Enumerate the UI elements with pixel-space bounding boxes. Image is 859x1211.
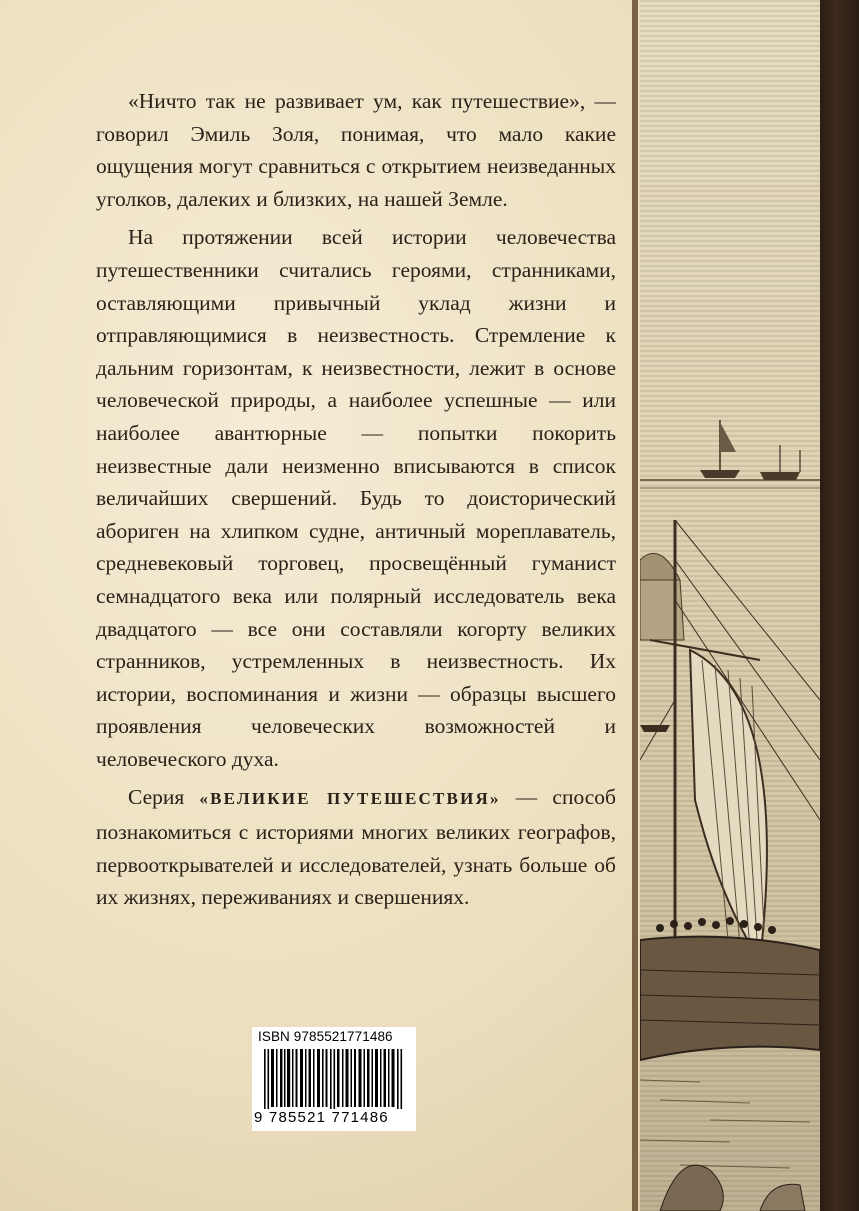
barcode-panel xyxy=(252,1027,416,1131)
ship-engraving-illustration xyxy=(640,0,820,1211)
barcode-bars xyxy=(258,1049,410,1115)
cover-blurb xyxy=(96,85,616,920)
blurb-p3-suffix: — способ познакомиться с историями многих великих географов, первооткрывателей и исследователей, узнать больше об их жизнях, переживаниях и свершениях. xyxy=(96,785,616,910)
isbn-label: ISBN 9785521771486 xyxy=(258,1029,393,1044)
series-name: «ВЕЛИКИЕ ПУТЕШЕСТВИЯ» xyxy=(199,789,501,809)
blurb-p3-prefix: Серия xyxy=(128,785,200,810)
ship-engraving xyxy=(640,0,820,1211)
barcode-digits: 9 785521 771486 xyxy=(254,1109,414,1126)
blurb-paragraph-1: «Ничто так не развивает ум, как путешествие», — говорил Эмиль Золя, понимая, что мало какие ощущения могут сравниться с открытием неизведанных уголков, далеких и близких, на нашей Земле. xyxy=(96,89,616,211)
blurb-paragraph-2: На протяжении всей истории человечества путешественники считались героями, странниками, оставляющими привычный уклад жизни и отправляющимися в неизвестность. Стремление к дальним горизонтам, к неизвестности, лежит в основе человеческой природы, а наиболее успешные — или наиболее авантюрные — попытки покорить неизвестные дали неизменно вписываются в список величайших свершений. Будь то доисторический абориген на хлипком судне, античный мореплаватель, средневековый торговец, просвещённый гуманист семнадцатого века или полярный исследователь века двадцатого — все они составляли когорту великих странников, устремленных в неизвестность. Их истории, воспоминания и жизни — образцы высшего проявления человеческих возможностей и человеческого духа. xyxy=(96,225,616,771)
cover-divider-stripe xyxy=(632,0,638,1211)
blurb-paragraph-3 xyxy=(96,781,616,913)
book-spine-edge xyxy=(820,0,859,1211)
